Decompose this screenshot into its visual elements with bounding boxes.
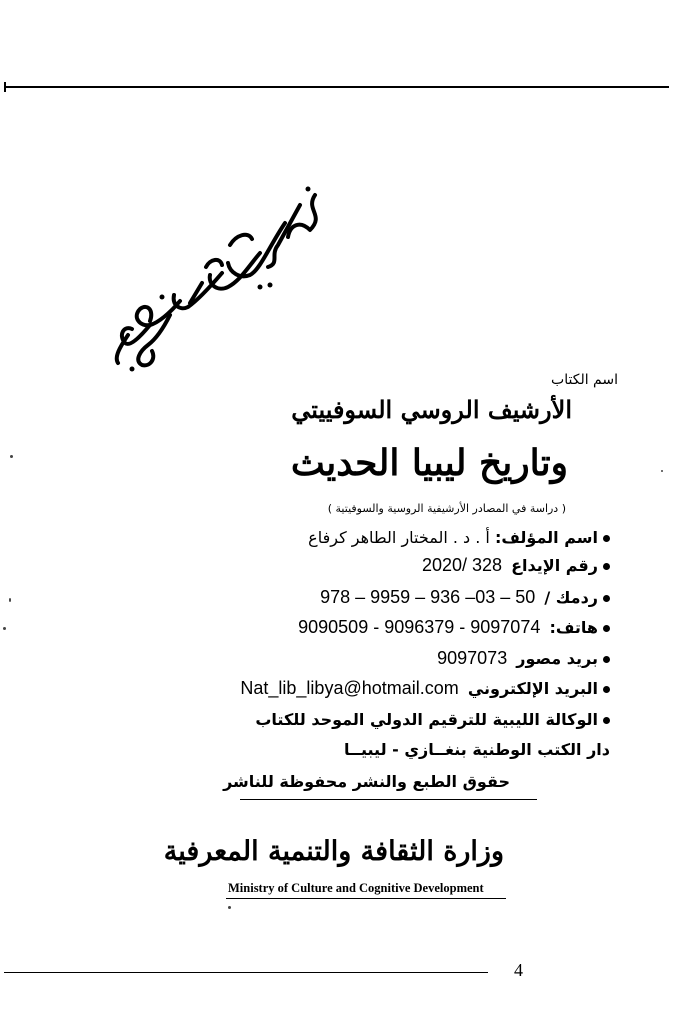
bullet-dot xyxy=(603,717,610,724)
rights-underline xyxy=(240,799,537,800)
deposit-value: 2020/ 328 xyxy=(421,555,503,575)
bullet-dot xyxy=(603,656,610,663)
scan-speck xyxy=(228,906,231,909)
author-row xyxy=(308,528,610,547)
bullet-dot xyxy=(603,595,610,602)
publisher-line: دار الكتب الوطنية بنغــازي - ليبيــا xyxy=(344,740,610,759)
book-title-line2: وتاريخ ليبيا الحديث xyxy=(290,442,568,484)
fax-row xyxy=(437,648,610,669)
rights-line: حقوق الطبع والنشر محفوظة للناشر xyxy=(223,772,510,791)
book-title-label: اسم الكتاب xyxy=(551,372,618,388)
phone-row xyxy=(298,617,610,638)
author-value: أ . د . المختار الطاهر كرفاع xyxy=(308,528,490,547)
fax-value: 9097073 xyxy=(437,648,508,668)
scan-speck xyxy=(9,598,11,602)
top-rule xyxy=(6,86,669,88)
book-title-line1: الأرشيف الروسي السوفييتي xyxy=(291,395,572,424)
ministry-name-english: Ministry of Culture and Cognitive Development xyxy=(228,881,484,895)
isbn-value: 978 – 9959 – 936 –03 – 50 xyxy=(320,587,536,607)
isbn-label: ردمك / xyxy=(544,588,598,607)
deposit-row xyxy=(422,555,610,576)
bullet-dot xyxy=(603,535,610,542)
phone-value: 9090509 - 9096379 - 9097074 xyxy=(298,617,541,637)
email-label: البريد الإلكتروني xyxy=(467,679,598,698)
email-value: Nat_lib_libya@hotmail.com xyxy=(240,678,459,698)
ministry-logo-arabic: وزارة الثقافة والتنمية المعرفية xyxy=(163,836,504,867)
author-label: اسم المؤلف: xyxy=(494,528,598,547)
book-subtitle: ( دراسة في المصادر الأرشيفية الروسية والسوفيتية ) xyxy=(327,502,566,515)
fax-label: بريد مصور xyxy=(516,649,598,668)
email-row xyxy=(240,678,610,699)
agency-row xyxy=(255,710,610,729)
phone-label: هاتف: xyxy=(549,618,598,637)
bullet-dot xyxy=(603,563,610,570)
bottom-rule xyxy=(4,972,488,973)
bullet-dot xyxy=(603,625,610,632)
page-number: 4 xyxy=(514,960,523,980)
handwritten-signature xyxy=(110,175,340,375)
bullet-dot xyxy=(603,686,610,693)
scan-speck xyxy=(10,455,13,458)
ministry-underline xyxy=(226,898,506,899)
agency-text: الوكالة الليبية للترقيم الدولي الموحد للكتاب xyxy=(255,710,598,729)
isbn-row xyxy=(320,587,610,608)
scan-speck xyxy=(3,627,6,630)
scan-speck xyxy=(661,470,663,472)
deposit-label: رقم الإيداع xyxy=(511,556,598,575)
